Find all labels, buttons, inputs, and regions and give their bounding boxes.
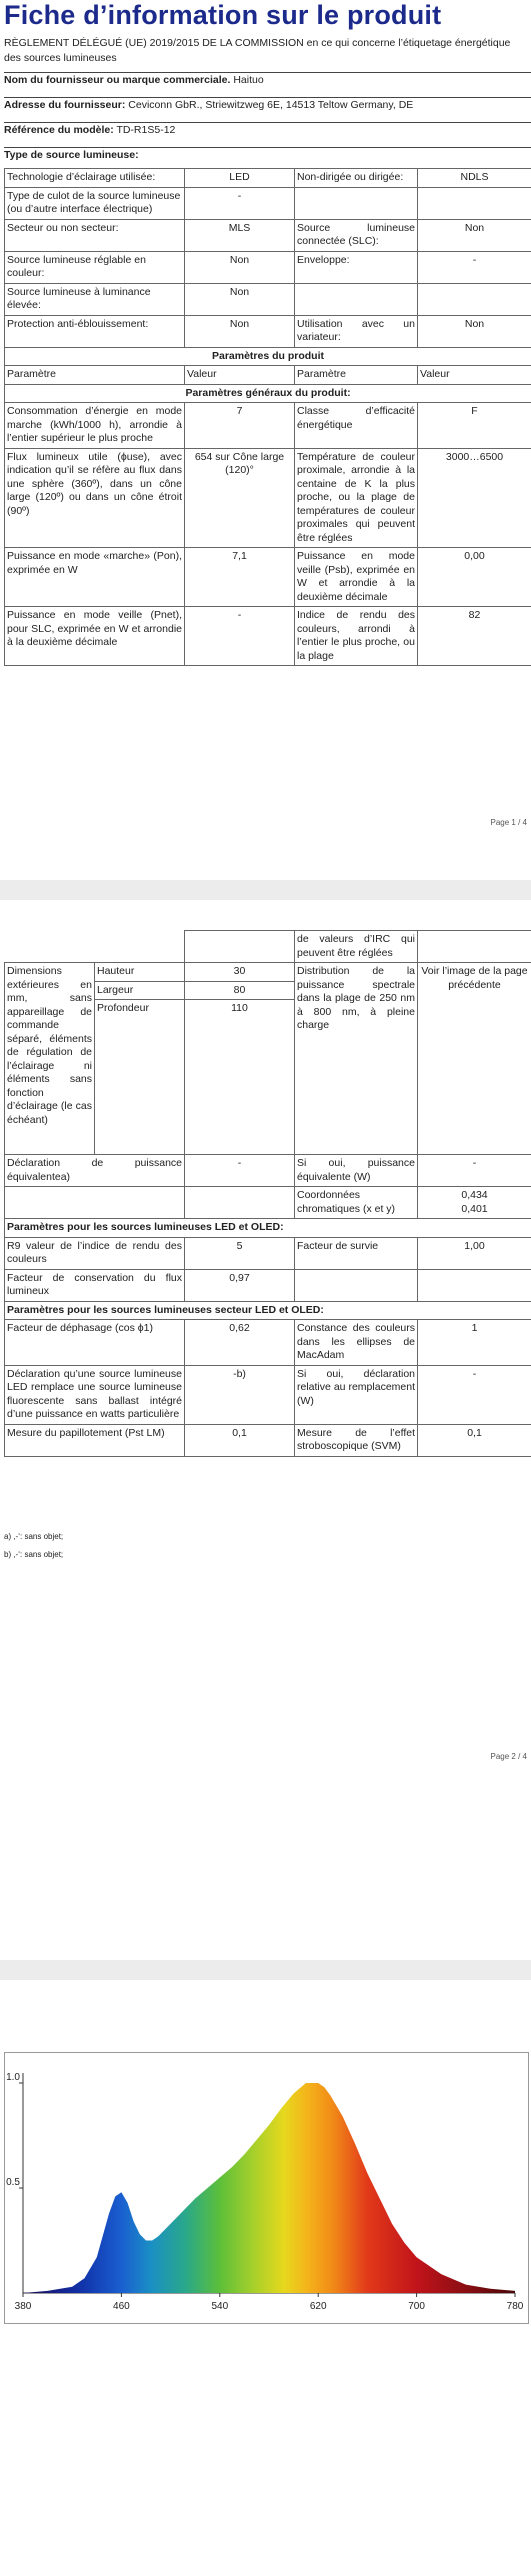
empty-cell — [95, 931, 185, 963]
param-value: 0,62 — [185, 1320, 295, 1366]
param-label: Profondeur — [95, 1000, 185, 1155]
param-value: Non — [418, 315, 531, 347]
param-label: Dimensions extérieures en mm, sans appareillage de commande séparé, éléments de régulation de l’éclairage ni éléments sans fonction d’éclairage (le cas échéant) — [5, 963, 95, 1155]
table-row — [5, 1269, 531, 1301]
param-value: 3000…6500 — [418, 448, 531, 548]
param-value: 82 — [418, 607, 531, 666]
param-value: Voir l’image de la page précédente — [418, 963, 531, 1155]
param-value: 0,00 — [418, 548, 531, 607]
page-number: Page 1 / 4 — [490, 818, 527, 827]
param-label: Coordonnées chromatiques (x et y) — [295, 1187, 418, 1219]
param-value: LED — [185, 169, 295, 188]
param-label: Enveloppe: — [295, 251, 418, 283]
param-value: 7,1 — [185, 548, 295, 607]
section-header-row — [5, 1219, 531, 1238]
page-separator — [0, 880, 531, 900]
param-label: Source lumineuse réglable en couleur: — [5, 251, 185, 283]
light-source-type-label: Type de source lumineuse: — [4, 149, 139, 161]
param-label: Puissance en mode veille (Pnet), pour SLC, exprimée en W et arrondie à la deuxième décimale — [5, 607, 185, 666]
param-label: Secteur ou non secteur: — [5, 219, 185, 251]
column-header: Valeur — [185, 366, 295, 385]
table-row — [5, 963, 531, 982]
table-row — [5, 1155, 531, 1187]
param-label: Puissance en mode «marche» (Pon), exprimée en W — [5, 548, 185, 607]
empty-cell — [185, 1187, 295, 1219]
param-label: Classe d’efficacité énergétique — [295, 403, 418, 449]
param-value: 1,00 — [418, 1237, 531, 1269]
table-row — [5, 1424, 531, 1456]
empty-cell — [185, 931, 295, 963]
param-label: Déclaration de puissance équivalentea) — [5, 1155, 185, 1187]
param-label: Source lumineuse à luminance élevée: — [5, 283, 185, 315]
section-header-row — [5, 1301, 531, 1320]
empty-cell — [418, 187, 531, 219]
param-label: Mesure du papillotement (Pst LM) — [5, 1424, 185, 1456]
param-label: Mesure de l’effet stroboscopique (SVM) — [295, 1424, 418, 1456]
param-label: Distribution de la puissance spectrale dans la plage de 250 nm à 800 nm, à pleine charge — [295, 963, 418, 1155]
table-row — [5, 251, 531, 283]
param-label: Facteur de conservation du flux lumineux — [5, 1269, 185, 1301]
param-value: - — [418, 251, 531, 283]
footnote-b: b) ,-‘: sans objet; — [4, 1550, 64, 1559]
chroma-x: 0,434 — [461, 1189, 488, 1201]
param-label: Si oui, puissance équivalente (W) — [295, 1155, 418, 1187]
column-header: Paramètre — [5, 366, 185, 385]
param-value: 7 — [185, 403, 295, 449]
product-info-table — [4, 168, 531, 666]
page-separator — [0, 1960, 531, 1980]
param-value: 0,1 — [185, 1424, 295, 1456]
param-value: MLS — [185, 219, 295, 251]
param-label: R9 valeur de l’indice de rendu des couleurs — [5, 1237, 185, 1269]
empty-cell — [295, 187, 418, 219]
column-header-row — [5, 366, 531, 385]
param-value: Non — [185, 251, 295, 283]
section-header: Paramètres pour les sources lumineuses LED et OLED: — [5, 1219, 531, 1238]
y-tick-label: 1.0 — [6, 2072, 20, 2083]
param-label: Si oui, déclaration relative au remplacement (W) — [295, 1365, 418, 1424]
page-title: Fiche d’information sur le produit — [4, 0, 442, 30]
section-header: Paramètres généraux du produit: — [5, 384, 531, 403]
regulation-subtitle: RÈGLEMENT DÉLÉGUÉ (UE) 2019/2015 DE LA COMMISSION en ce qui concerne l’étiquetage énergétique des sources lumineuses — [4, 37, 511, 64]
param-value: 5 — [185, 1237, 295, 1269]
column-header: Paramètre — [295, 366, 418, 385]
column-header: Valeur — [418, 366, 531, 385]
param-label: Source lumineuse connectée (SLC): — [295, 219, 418, 251]
supplier-address-row — [4, 97, 531, 112]
x-tick-label: 620 — [309, 2301, 327, 2312]
empty-cell — [5, 931, 95, 963]
param-label: Hauteur — [95, 963, 185, 982]
param-value — [418, 1187, 531, 1219]
param-value: F — [418, 403, 531, 449]
table-row — [5, 1365, 531, 1424]
param-value: Non — [418, 219, 531, 251]
param-label: Puissance en mode veille (Psb), exprimée en W et arrondie à la deuxième décimale — [295, 548, 418, 607]
param-value: - — [185, 187, 295, 219]
supplier-name-row — [4, 72, 531, 87]
product-info-table-continued — [4, 930, 531, 1457]
empty-cell — [418, 931, 531, 963]
section-header: Paramètres du produit — [5, 347, 531, 366]
x-tick-label: 380 — [14, 2301, 32, 2312]
param-value: - — [185, 607, 295, 666]
x-tick-label: 700 — [408, 2301, 425, 2312]
table-row — [5, 283, 531, 315]
supplier-address: Ceviconn GbR., Striewitzweg 6E, 14513 Teltow Germany, DE — [128, 99, 414, 111]
table-row — [5, 315, 531, 347]
param-value: 80 — [185, 981, 295, 1000]
x-tick-label: 540 — [211, 2301, 229, 2312]
param-label: Facteur de survie — [295, 1237, 418, 1269]
table-row — [5, 219, 531, 251]
param-value: NDLS — [418, 169, 531, 188]
y-tick-label: 0.5 — [6, 2177, 20, 2188]
x-tick-label: 460 — [113, 2301, 130, 2312]
table-row — [5, 187, 531, 219]
table-row — [5, 548, 531, 607]
table-row — [5, 403, 531, 449]
empty-cell — [295, 1269, 418, 1301]
model-value: TD-R1S5-12 — [116, 124, 176, 136]
param-value: 30 — [185, 963, 295, 982]
supplier-address-label: Adresse du fournisseur: — [4, 99, 126, 111]
param-label: de valeurs d’IRC qui peuvent être réglées — [295, 931, 418, 963]
param-value: -b) — [185, 1365, 295, 1424]
document-page-3 — [0, 1980, 531, 2560]
empty-cell — [418, 1269, 531, 1301]
x-tick-label: 780 — [506, 2301, 524, 2312]
param-value: 0,97 — [185, 1269, 295, 1301]
param-value: 0,1 — [418, 1424, 531, 1456]
param-value: - — [418, 1155, 531, 1187]
section-header-row — [5, 384, 531, 403]
chart-area-group — [23, 2083, 515, 2293]
supplier-name: Haituo — [233, 74, 264, 86]
model-label: Référence du modèle: — [4, 124, 114, 136]
table-row — [5, 931, 531, 963]
param-label: Protection anti-éblouissement: — [5, 315, 185, 347]
param-value: 1 — [418, 1320, 531, 1366]
section-header-row — [5, 347, 531, 366]
footnote-a: a) ,-‘: sans objet; — [4, 1532, 64, 1541]
table-row — [5, 448, 531, 548]
spectrum-area — [23, 2083, 515, 2293]
param-label: Déclaration qu’une source lumineuse LED remplace une source lumineuse fluorescente sans ballast intégré d’une puissance en watts particulière — [5, 1365, 185, 1424]
table-row — [5, 169, 531, 188]
table-row — [5, 1187, 531, 1219]
empty-cell — [295, 283, 418, 315]
param-label: Technologie d’éclairage utilisée: — [5, 169, 185, 188]
light-source-type-row — [4, 147, 531, 162]
param-value: - — [185, 1155, 295, 1187]
param-value: 654 sur Cône large (120)° — [185, 448, 295, 548]
param-label: Non-dirigée ou dirigée: — [295, 169, 418, 188]
document-page-1 — [0, 0, 531, 880]
param-label: Utilisation avec un variateur: — [295, 315, 418, 347]
param-value: Non — [185, 315, 295, 347]
param-label: Consommation d’énergie en mode marche (kWh/1000 h), arrondie à l’entier supérieur le plus proche — [5, 403, 185, 449]
model-row — [4, 122, 531, 137]
param-label: Largeur — [95, 981, 185, 1000]
empty-cell — [418, 283, 531, 315]
spectral-chart-frame — [4, 2052, 529, 2324]
param-value: 110 — [185, 1000, 295, 1155]
section-header: Paramètres pour les sources lumineuses secteur LED et OLED: — [5, 1301, 531, 1320]
page-number: Page 2 / 4 — [490, 1752, 527, 1761]
param-value: Non — [185, 283, 295, 315]
param-label: Facteur de déphasage (cos ϕ1) — [5, 1320, 185, 1366]
param-label: Indice de rendu des couleurs, arrondi à l’entier le plus proche, ou la plage — [295, 607, 418, 666]
spectral-power-chart — [5, 2053, 528, 2323]
empty-cell — [5, 1187, 185, 1219]
param-value: - — [418, 1365, 531, 1424]
chroma-y: 0,401 — [461, 1202, 488, 1215]
param-label: Constance des couleurs dans les ellipses de MacAdam — [295, 1320, 418, 1366]
table-row — [5, 607, 531, 666]
document-page-2 — [0, 900, 531, 1960]
param-label: Flux lumineux utile (ϕuse), avec indication qu’il se réfère au flux dans une sphère (360º), dans un cône large (120º) ou dans un cône étroit (90º) — [5, 448, 185, 548]
table-row — [5, 1320, 531, 1366]
param-label: Type de culot de la source lumineuse (ou d’autre interface électrique) — [5, 187, 185, 219]
param-label: Température de couleur proximale, arrondie à la centaine de K la plus proche, ou la plage de températures de couleur proximales qui peuvent être réglées — [295, 448, 418, 548]
supplier-name-label: Nom du fournisseur ou marque commerciale. — [4, 74, 231, 86]
table-row — [5, 1237, 531, 1269]
